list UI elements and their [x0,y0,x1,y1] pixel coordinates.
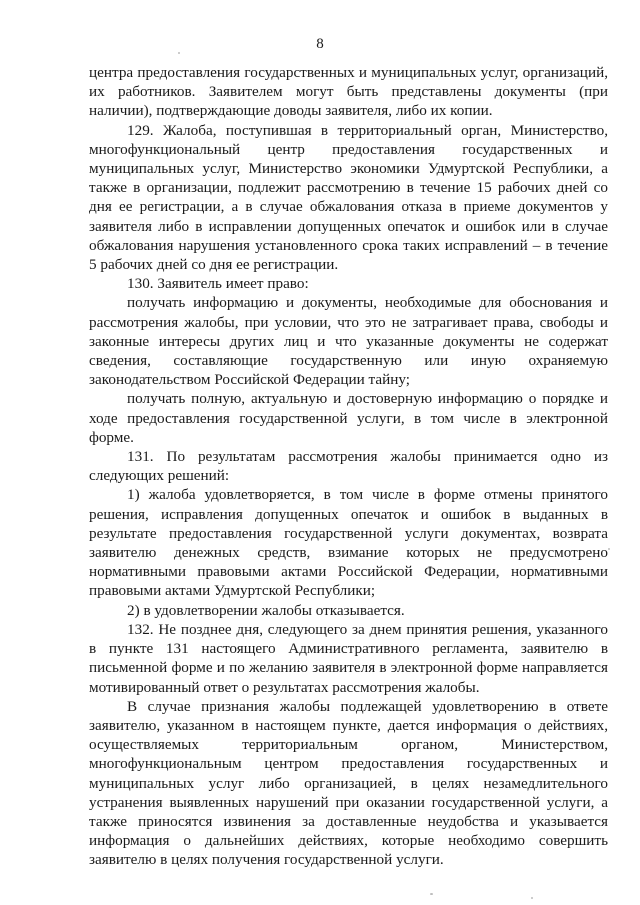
scan-speck [178,52,180,54]
scan-speck [531,897,533,899]
scan-speck [608,548,610,550]
paragraph: 132. Не позднее дня, следующего за днем принятия решения, указанного в пункте 131 настоящего Административного регламента, заявителю в письменной форме и по желанию заявителя в электронной форме направляется мотивированный ответ о результатах рассмотрения жалобы. [89,620,608,696]
paragraph: 130. Заявитель имеет право: [127,275,309,293]
paragraph: 1) жалоба удовлетворяется, в том числе в форме отмены принятого решения, исправления допущенных опечаток и ошибок в выданных в результате предоставления государственной услуги документах, возврата заявителю денежных средств, взимание которых не предусмотрено нормативными правовыми актами Российской Федерации, нормативными правовыми актами Удмуртской Республики; [89,486,608,600]
paragraph: 131. По результатам рассмотрения жалобы принимается одно из следующих решений: [89,448,608,485]
paragraph: получать информацию и документы, необходимые для обоснования и рассмотрения жалобы, при условии, что это не затрагивает права, свободы и законные интересы других лиц и что указанные документы не содержат сведения, составляющие государственную или иную охраняемую законодательством Российской Федерации тайну; [89,294,608,389]
paragraph: получать полную, актуальную и достоверную информацию о порядке и ходе предоставления государственной услуги, в том числе в электронной форме. [89,390,608,446]
scan-speck [430,893,433,895]
paragraph: центра предоставления государственных и муниципальных услуг, организаций, их работников. Заявителем могут быть представлены документы (при наличии), подтверждающие доводы заявителя, либо их копии. [89,64,608,120]
paragraph: 2) в удовлетворении жалобы отказывается. [127,601,405,619]
paragraph: 129. Жалоба, поступившая в территориальный орган, Министерство, многофункциональный центр предоставления государственных и муниципальных услуг, Министерство экономики Удмуртской Республики, а также в организации, подлежит рассмотрению в течение 15 рабочих дней со дня ее регистрации, а в случае обжалования отказа в приеме документов у заявителя либо в исправлении допущенных опечаток и ошибок или в случае обжалования нарушения установленного срока таких исправлений – в течение 5 рабочих дней со дня ее регистрации. [89,121,608,274]
paragraph: В случае признания жалобы подлежащей удовлетворению в ответе заявителю, указанном в настоящем пункте, дается информация о действиях, осуществляемых территориальным органом, Министерством, многофункциональным центром предоставления государственных и муниципальных услуг либо организацией, в целях незамедлительного устранения выявленных нарушений при оказании государственной услуги, а также приносятся извинения за доставленные неудобства и указывается информация о дальнейших действиях, которые необходимо совершить заявителю в целях получения государственной услуги. [89,697,608,869]
page-number: 8 [316,36,324,52]
document-body [89,63,608,870]
